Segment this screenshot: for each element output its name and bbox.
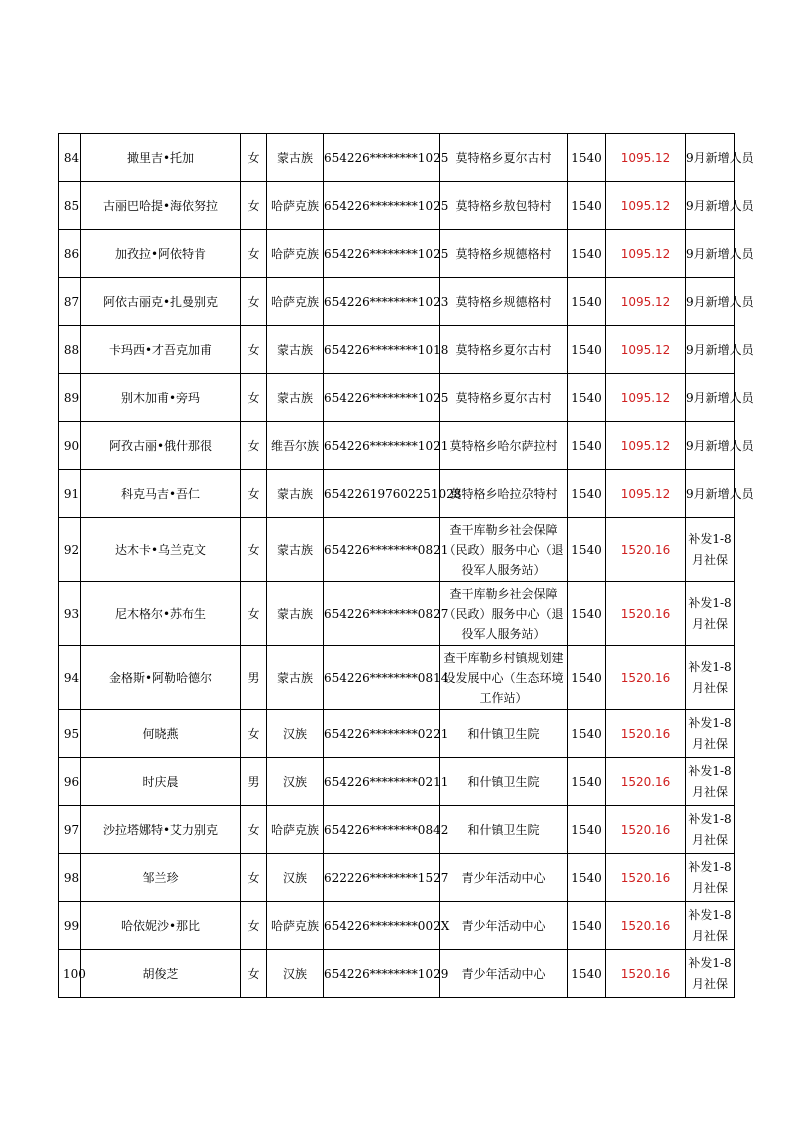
table-row [59, 950, 735, 998]
ethnicity-cell: 蒙古族 [267, 134, 324, 182]
id-number-cell: 654226********0842 [324, 806, 440, 854]
id-number-cell: 654226********1025 [324, 230, 440, 278]
id-number-cell: 654226********002X [324, 902, 440, 950]
ethnicity-cell: 维吾尔族 [267, 422, 324, 470]
payment-amount-cell: 1095.12 [606, 422, 686, 470]
person-name: 沙拉塔娜特•艾力别克 [81, 806, 241, 854]
base-amount-cell: 1540 [568, 806, 606, 854]
work-unit-cell: 莫特格乡规德格村 [440, 230, 568, 278]
row-index: 100 [59, 950, 81, 998]
person-name: 阿依古丽克•扎曼别克 [81, 278, 241, 326]
payment-amount-cell: 1520.16 [606, 806, 686, 854]
payment-amount-cell: 1520.16 [606, 902, 686, 950]
id-number-cell: 654226********0821 [324, 518, 440, 582]
ethnicity-cell: 哈萨克族 [267, 182, 324, 230]
row-index: 98 [59, 854, 81, 902]
table-row [59, 422, 735, 470]
person-name: 撖里吉•托加 [81, 134, 241, 182]
base-amount-cell: 1540 [568, 326, 606, 374]
table-row [59, 470, 735, 518]
sex-cell: 女 [241, 326, 267, 374]
payment-amount-cell: 1520.16 [606, 950, 686, 998]
row-index: 99 [59, 902, 81, 950]
person-name: 金格斯•阿勒哈德尔 [81, 646, 241, 710]
work-unit-cell: 莫特格乡哈拉尕特村 [440, 470, 568, 518]
base-amount-cell: 1540 [568, 582, 606, 646]
ethnicity-cell: 哈萨克族 [267, 230, 324, 278]
id-number-cell: 654226********0827 [324, 582, 440, 646]
payment-amount-cell: 1520.16 [606, 854, 686, 902]
sex-cell: 女 [241, 422, 267, 470]
ethnicity-cell: 汉族 [267, 710, 324, 758]
id-number-cell: 654226********1029 [324, 950, 440, 998]
person-name: 尼木格尔•苏布生 [81, 582, 241, 646]
person-name: 邹兰珍 [81, 854, 241, 902]
base-amount-cell: 1540 [568, 470, 606, 518]
row-index: 97 [59, 806, 81, 854]
table-row [59, 806, 735, 854]
sex-cell: 女 [241, 470, 267, 518]
table-row [59, 854, 735, 902]
row-index: 93 [59, 582, 81, 646]
row-index: 84 [59, 134, 81, 182]
id-number-cell: 654226********1023 [324, 278, 440, 326]
work-unit-cell: 莫特格乡规德格村 [440, 278, 568, 326]
person-name: 阿孜古丽•俄什那很 [81, 422, 241, 470]
work-unit-cell: 查干库勒乡村镇规划建设发展中心（生态环境工作站） [440, 646, 568, 710]
work-unit-cell: 莫特格乡夏尔古村 [440, 134, 568, 182]
payment-amount-cell: 1095.12 [606, 134, 686, 182]
payment-amount-cell: 1520.16 [606, 518, 686, 582]
note-cell: 9月新增人员 [686, 374, 735, 422]
sex-cell: 女 [241, 950, 267, 998]
base-amount-cell: 1540 [568, 902, 606, 950]
sex-cell: 女 [241, 230, 267, 278]
id-number-cell: 654226********0221 [324, 710, 440, 758]
note-cell: 补发1-8月社保 [686, 758, 735, 806]
payment-amount-cell: 1095.12 [606, 326, 686, 374]
payment-amount-cell: 1520.16 [606, 582, 686, 646]
id-number-cell: 654226********1025 [324, 182, 440, 230]
table-row [59, 134, 735, 182]
base-amount-cell: 1540 [568, 134, 606, 182]
table-row [59, 518, 735, 582]
id-number-cell: 654226********1025 [324, 134, 440, 182]
ethnicity-cell: 蒙古族 [267, 518, 324, 582]
sex-cell: 女 [241, 582, 267, 646]
sex-cell: 女 [241, 278, 267, 326]
note-cell: 补发1-8月社保 [686, 806, 735, 854]
sex-cell: 女 [241, 806, 267, 854]
note-cell: 补发1-8月社保 [686, 518, 735, 582]
id-number-cell: 654226197602251028 [324, 470, 440, 518]
table-row [59, 902, 735, 950]
base-amount-cell: 1540 [568, 278, 606, 326]
sex-cell: 女 [241, 374, 267, 422]
person-name: 胡俊芝 [81, 950, 241, 998]
person-name: 哈依妮沙•那比 [81, 902, 241, 950]
work-unit-cell: 青少年活动中心 [440, 902, 568, 950]
person-name: 何晓燕 [81, 710, 241, 758]
row-index: 94 [59, 646, 81, 710]
ethnicity-cell: 汉族 [267, 758, 324, 806]
work-unit-cell: 青少年活动中心 [440, 950, 568, 998]
table-row [59, 182, 735, 230]
base-amount-cell: 1540 [568, 854, 606, 902]
sex-cell: 女 [241, 182, 267, 230]
table-row [59, 374, 735, 422]
person-name: 古丽巴哈提•海依努拉 [81, 182, 241, 230]
sex-cell: 女 [241, 518, 267, 582]
note-cell: 9月新增人员 [686, 278, 735, 326]
table-row [59, 278, 735, 326]
ethnicity-cell: 蒙古族 [267, 646, 324, 710]
ethnicity-cell: 蒙古族 [267, 470, 324, 518]
work-unit-cell: 莫特格乡夏尔古村 [440, 326, 568, 374]
note-cell: 补发1-8月社保 [686, 582, 735, 646]
row-index: 89 [59, 374, 81, 422]
row-index: 92 [59, 518, 81, 582]
work-unit-cell: 莫特格乡哈尔萨拉村 [440, 422, 568, 470]
ethnicity-cell: 哈萨克族 [267, 278, 324, 326]
payment-amount-cell: 1095.12 [606, 230, 686, 278]
table-row [59, 230, 735, 278]
base-amount-cell: 1540 [568, 950, 606, 998]
base-amount-cell: 1540 [568, 374, 606, 422]
note-cell: 9月新增人员 [686, 182, 735, 230]
table-row [59, 326, 735, 374]
note-cell: 9月新增人员 [686, 134, 735, 182]
work-unit-cell: 查干库勒乡社会保障（民政）服务中心（退役军人服务站） [440, 518, 568, 582]
ethnicity-cell: 蒙古族 [267, 326, 324, 374]
table-row [59, 710, 735, 758]
ethnicity-cell: 蒙古族 [267, 374, 324, 422]
base-amount-cell: 1540 [568, 230, 606, 278]
work-unit-cell: 莫特格乡敖包特村 [440, 182, 568, 230]
row-index: 88 [59, 326, 81, 374]
row-index: 95 [59, 710, 81, 758]
sex-cell: 男 [241, 646, 267, 710]
id-number-cell: 654226********1021 [324, 422, 440, 470]
row-index: 85 [59, 182, 81, 230]
base-amount-cell: 1540 [568, 422, 606, 470]
person-name: 时庆晨 [81, 758, 241, 806]
work-unit-cell: 和什镇卫生院 [440, 710, 568, 758]
base-amount-cell: 1540 [568, 646, 606, 710]
work-unit-cell: 青少年活动中心 [440, 854, 568, 902]
row-index: 91 [59, 470, 81, 518]
sex-cell: 女 [241, 134, 267, 182]
work-unit-cell: 查干库勒乡社会保障（民政）服务中心（退役军人服务站） [440, 582, 568, 646]
sex-cell: 女 [241, 902, 267, 950]
work-unit-cell: 和什镇卫生院 [440, 806, 568, 854]
row-index: 96 [59, 758, 81, 806]
note-cell: 补发1-8月社保 [686, 710, 735, 758]
note-cell: 补发1-8月社保 [686, 646, 735, 710]
base-amount-cell: 1540 [568, 758, 606, 806]
person-name: 科克马吉•吾仁 [81, 470, 241, 518]
ethnicity-cell: 汉族 [267, 854, 324, 902]
person-name: 别木加甫•旁玛 [81, 374, 241, 422]
id-number-cell: 622226********1527 [324, 854, 440, 902]
base-amount-cell: 1540 [568, 182, 606, 230]
ethnicity-cell: 哈萨克族 [267, 806, 324, 854]
ethnicity-cell: 蒙古族 [267, 582, 324, 646]
payment-amount-cell: 1520.16 [606, 710, 686, 758]
person-name: 达木卡•乌兰克文 [81, 518, 241, 582]
note-cell: 9月新增人员 [686, 470, 735, 518]
roster-table [58, 133, 754, 998]
payment-amount-cell: 1095.12 [606, 182, 686, 230]
base-amount-cell: 1540 [568, 518, 606, 582]
row-index: 86 [59, 230, 81, 278]
note-cell: 9月新增人员 [686, 422, 735, 470]
id-number-cell: 654226********1025 [324, 374, 440, 422]
payment-amount-cell: 1520.16 [606, 758, 686, 806]
note-cell: 补发1-8月社保 [686, 854, 735, 902]
table-row [59, 646, 735, 710]
id-number-cell: 654226********0211 [324, 758, 440, 806]
payment-amount-cell: 1520.16 [606, 646, 686, 710]
note-cell: 补发1-8月社保 [686, 950, 735, 998]
note-cell: 9月新增人员 [686, 230, 735, 278]
sex-cell: 女 [241, 854, 267, 902]
row-index: 87 [59, 278, 81, 326]
table-body [59, 134, 754, 998]
payment-amount-cell: 1095.12 [606, 470, 686, 518]
table-row [59, 758, 735, 806]
ethnicity-cell: 汉族 [267, 950, 324, 998]
id-number-cell: 654226********1018 [324, 326, 440, 374]
base-amount-cell: 1540 [568, 710, 606, 758]
payment-amount-cell: 1095.12 [606, 278, 686, 326]
work-unit-cell: 和什镇卫生院 [440, 758, 568, 806]
work-unit-cell: 莫特格乡夏尔古村 [440, 374, 568, 422]
table-row [59, 582, 735, 646]
payment-amount-cell: 1095.12 [606, 374, 686, 422]
note-cell: 补发1-8月社保 [686, 902, 735, 950]
sex-cell: 男 [241, 758, 267, 806]
person-name: 卡玛西•才吾克加甫 [81, 326, 241, 374]
id-number-cell: 654226********0814 [324, 646, 440, 710]
note-cell: 9月新增人员 [686, 326, 735, 374]
ethnicity-cell: 哈萨克族 [267, 902, 324, 950]
row-index: 90 [59, 422, 81, 470]
person-name: 加孜拉•阿依特肯 [81, 230, 241, 278]
sex-cell: 女 [241, 710, 267, 758]
